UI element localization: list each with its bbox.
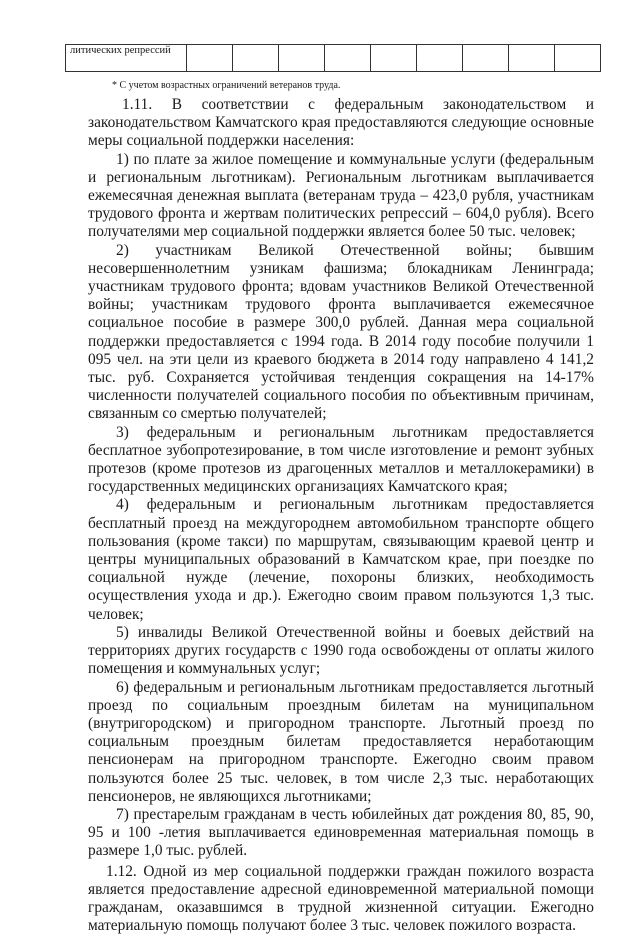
table-row — [66, 45, 601, 72]
list-item: 2) участникам Великой Отечественной войны; бывшим несовершеннолетним узникам фашизма; блокадникам Ленинграда; участникам трудового фронта; вдовам участников Великой Отечественной войны; участникам трудового фронта выплачивается ежемесячное социальное пособие в размере 300,0 рублей. Данная мера социальной поддержки предоставляется с 1994 года. В 2014 году пособие получили 1 095 чел. на эти цели из краевого бюджета в 2014 году направлено 4 141,2 тыс. руб. Сохраняется устойчивая тенденция сокращения на 14-17% численности получателей социального пособия по объективным причинам, связанным со смертью получателей; — [88, 241, 594, 423]
list-item: 7) престарелым гражданам в честь юбилейных дат рождения 80, 85, 90, 95 и 100 -летия выплачивается единовременная материальная помощь в размере 1,0 тыс. рублей. — [88, 805, 594, 860]
table-cell — [279, 45, 325, 72]
table-cell — [371, 45, 417, 72]
list-item: 3) федеральным и региональным льготникам предоставляется бесплатное зубопротезирование, в том числе изготовление и ремонт зубных протезов (кроме протезов из драгоценных металлов и металлокерамики) в государственных медицинских организациях Камчатского края; — [88, 423, 594, 496]
section-1-11-intro: 1.11. В соответствии с федеральным законодательством и законодательством Камчатского края предоставляются следующие основные меры социальной поддержки населения: — [88, 96, 594, 150]
footnote: * С учетом возрастных ограничений ветеранов труда. — [112, 80, 341, 91]
document-body — [88, 96, 594, 935]
table-cell — [555, 45, 601, 72]
list-item: 1) по плате за жилое помещение и коммунальные услуги (федеральным и региональным льготникам). Региональным льготникам выплачивается ежемесячная денежная выплата (ветеранам труда – 423,0 рубля, участникам трудового фронта и жертвам политических репрессий – 604,0 рубля). Всего получателями мер социальной поддержки является более 50 тыс. человек; — [88, 150, 594, 241]
table-cell — [187, 45, 233, 72]
table-cell — [325, 45, 371, 72]
table-cell — [463, 45, 509, 72]
section-1-12: 1.12. Одной из мер социальной поддержки граждан пожилого возраста является предоставление адресной единовременной материальной помощи гражданам, оказавшимся в трудной жизненной ситуации. Ежегодно материальную помощь получают более 3 тыс. человек пожилого возраста. — [88, 862, 594, 935]
list-item: 5) инвалиды Великой Отечественной войны и боевых действий на территориях других государств с 1990 года освобождены от оплаты жилого помещения и коммунальных услуг; — [88, 623, 594, 678]
table-cell — [233, 45, 279, 72]
list-item: 6) федеральным и региональным льготникам предоставляется льготный проезд по социальным проездным билетам на муниципальном (внутригородском) и пригородном транспорте. Льготный проезд по социальным проездным билетам предоставляется неработающим пенсионерам на пригородном транспорте. Ежегодно своим правом пользуются более 25 тыс. человек, в том числе 2,3 тыс. неработающих пенсионеров, не являющихся льготниками; — [88, 678, 594, 805]
table-cell — [417, 45, 463, 72]
table-cell — [509, 45, 555, 72]
list-item: 4) федеральным и региональным льготникам предоставляется бесплатный проезд на междугороднем автомобильном транспорте общего пользования (кроме такси) по маршрутам, связывающим краевой центр и центры муниципальных образований в Камчатском крае, при поездке по социальной нужде (лечение, похороны близких, необходимость осуществления ухода и др.). Ежегодно своим правом пользуются 1,3 тыс. человек; — [88, 496, 594, 623]
table-fragment — [65, 44, 601, 72]
table-cell-label: литических репрессий — [66, 45, 187, 72]
